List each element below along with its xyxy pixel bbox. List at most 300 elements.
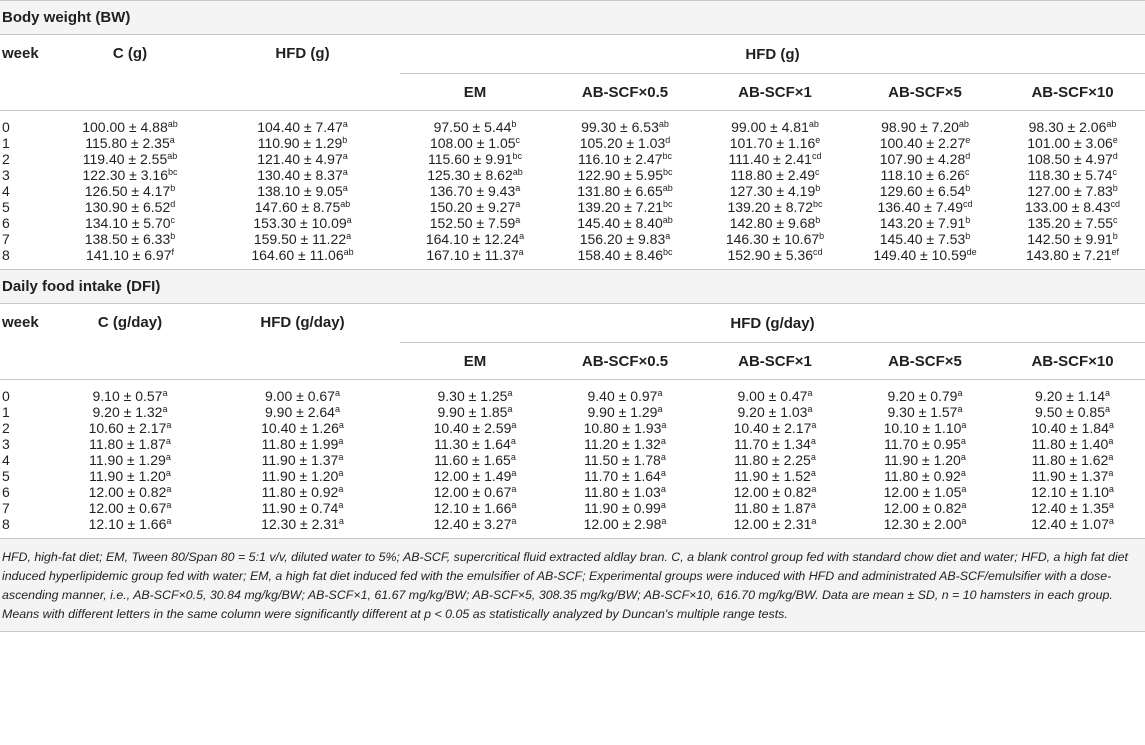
significance-letter: de (966, 247, 977, 257)
value-cell (55, 135, 205, 151)
significance-letter: a (960, 452, 966, 462)
value-cell (1000, 468, 1145, 484)
value-cell (205, 111, 400, 136)
bw-sub-em: EM (400, 74, 550, 111)
mean-sd: 11.80 ± 2.25 (734, 452, 811, 468)
mean-sd: 9.10 ± 0.57 (92, 388, 163, 404)
week-cell: 1 (2, 404, 10, 420)
mean-sd: 11.90 ± 1.20 (884, 452, 961, 468)
value-cell (205, 199, 400, 215)
value-cell (700, 484, 850, 500)
value-cell (205, 135, 400, 151)
mean-sd: 143.20 ± 7.91 (879, 215, 966, 231)
mean-sd: 9.90 ± 1.85 (437, 404, 508, 420)
mean-sd: 108.50 ± 4.97 (1027, 151, 1113, 167)
significance-letter: a (346, 215, 352, 225)
value-cell (55, 231, 205, 247)
mean-sd: 11.60 ± 1.65 (434, 452, 511, 468)
significance-letter: ab (662, 183, 673, 193)
table-row (0, 404, 1145, 420)
value-cell (205, 452, 400, 468)
value-cell (400, 135, 550, 151)
value-cell (55, 151, 205, 167)
value-cell (700, 167, 850, 183)
mean-sd: 159.50 ± 11.22 (253, 231, 347, 247)
significance-letter: a (657, 388, 663, 398)
mean-sd: 11.90 ± 0.99 (584, 500, 661, 516)
mean-sd: 138.50 ± 6.33 (84, 231, 171, 247)
value-cell (550, 420, 700, 436)
value-cell (205, 151, 400, 167)
value-cell (1000, 151, 1145, 167)
value-cell (850, 436, 1000, 452)
mean-sd: 118.10 ± 6.26 (880, 167, 965, 183)
value-cell (55, 247, 205, 269)
mean-sd: 11.90 ± 1.37 (1031, 468, 1109, 484)
mean-sd: 136.40 ± 7.49 (877, 199, 963, 215)
dfi-sub-scf-1: AB-SCF×1 (700, 343, 850, 380)
significance-letter: a (334, 388, 340, 398)
significance-letter: ab (658, 119, 669, 129)
dfi-sub-scf-5: AB-SCF×5 (850, 343, 1000, 380)
value-cell (205, 215, 400, 231)
mean-sd: 107.90 ± 4.28 (879, 151, 966, 167)
significance-letter: a (807, 404, 813, 414)
value-cell (205, 404, 400, 420)
significance-letter: c (1113, 215, 1118, 225)
significance-letter: c (965, 167, 970, 177)
significance-letter: a (338, 484, 344, 494)
mean-sd: 11.80 ± 0.92 (261, 484, 339, 500)
significance-letter: b (1112, 231, 1118, 241)
significance-letter: a (342, 183, 348, 193)
value-cell (550, 516, 700, 538)
dfi-col-group: HFD (g/day) (400, 304, 1145, 343)
bw-col-hfd: HFD (g) (205, 35, 400, 111)
value-cell (850, 404, 1000, 420)
table-row (0, 436, 1145, 452)
dfi-col-week: week (0, 304, 55, 380)
value-cell (400, 183, 550, 199)
dfi-section-title: Daily food intake (DFI) (0, 269, 1145, 303)
significance-letter: a (1108, 484, 1114, 494)
mean-sd: 11.90 ± 1.52 (734, 468, 811, 484)
significance-letter: d (1112, 151, 1118, 161)
mean-sd: 10.40 ± 1.26 (261, 420, 339, 436)
significance-letter: cd (811, 151, 822, 161)
table-row (0, 151, 1145, 167)
value-cell (550, 452, 700, 468)
bw-table-body (0, 111, 1145, 270)
mean-sd: 153.30 ± 10.09 (253, 215, 347, 231)
value-cell (550, 404, 700, 420)
significance-letter: a (807, 388, 813, 398)
significance-letter: a (507, 388, 513, 398)
value-cell (1000, 484, 1145, 500)
value-cell (550, 183, 700, 199)
mean-sd: 115.60 ± 9.91 (427, 151, 513, 167)
value-cell (1000, 380, 1145, 405)
value-cell (205, 183, 400, 199)
value-cell (205, 436, 400, 452)
week-cell: 6 (2, 215, 10, 231)
mean-sd: 9.00 ± 0.47 (737, 388, 808, 404)
value-cell (205, 420, 400, 436)
week-cell: 3 (2, 436, 10, 452)
value-cell (1000, 167, 1145, 183)
mean-sd: 142.50 ± 9.91 (1027, 231, 1113, 247)
mean-sd: 12.00 ± 0.67 (433, 484, 512, 500)
mean-sd: 11.30 ± 1.64 (434, 436, 511, 452)
table-row (0, 468, 1145, 484)
mean-sd: 12.00 ± 0.67 (88, 500, 167, 516)
mean-sd: 105.20 ± 1.03 (579, 135, 666, 151)
significance-letter: a (346, 231, 352, 241)
significance-letter: a (515, 183, 521, 193)
mean-sd: 9.20 ± 1.03 (737, 404, 808, 420)
value-cell (850, 183, 1000, 199)
value-cell (850, 135, 1000, 151)
mean-sd: 12.40 ± 1.07 (1031, 516, 1109, 532)
significance-letter: a (665, 231, 671, 241)
mean-sd: 11.90 ± 1.37 (261, 452, 339, 468)
value-cell (55, 111, 205, 136)
mean-sd: 9.30 ± 1.25 (437, 388, 508, 404)
value-cell (205, 468, 400, 484)
significance-letter: a (334, 404, 340, 414)
significance-letter: a (515, 215, 521, 225)
mean-sd: 10.60 ± 2.17 (88, 420, 167, 436)
mean-sd: 135.20 ± 7.55 (1027, 215, 1114, 231)
value-cell (400, 247, 550, 269)
mean-sd: 142.80 ± 9.68 (729, 215, 816, 231)
mean-sd: 110.90 ± 1.29 (257, 135, 343, 151)
value-cell (1000, 231, 1145, 247)
value-cell (550, 135, 700, 151)
mean-sd: 138.10 ± 9.05 (257, 183, 343, 199)
mean-sd: 129.60 ± 6.54 (879, 183, 966, 199)
mean-sd: 12.00 ± 2.31 (733, 516, 812, 532)
mean-sd: 143.80 ± 7.21 (1025, 247, 1112, 263)
significance-letter: cd (1110, 199, 1121, 209)
significance-letter: b (815, 215, 821, 225)
week-cell: 1 (2, 135, 10, 151)
mean-sd: 11.80 ± 1.62 (1031, 452, 1109, 468)
significance-letter: e (965, 135, 971, 145)
table-footnote: HFD, high-fat diet; EM, Tween 80/Span 80 = 5:1 v/v, diluted water to 5%; AB-SCF, supercritical fluid extracted aldlay bran. C, a blank control group fed with standard chow diet and water; HFD, a high fat diet induced hyperlipidemic group fed with water; EM, a high fat diet induced fed with the emulsifier of AB-SCF; Experimental groups were induced with HFD and administrated AB-SCF/emulsifier with a dose-ascending manner, i.e., AB-SCF×0.5, 30.84 mg/kg/BW; AB-SCF×1, 61.67 mg/kg/BW; AB-SCF×5, 308.35 mg/kg/BW; AB-SCF×10, 616.70 mg/kg/BW. Data are mean ± SD, n = 10 hamsters in each group. Means with different letters in the same column were significantly different at p < 0.05 as statistically analyzed by Duncan's multiple range tests. (0, 538, 1145, 632)
value-cell (550, 468, 700, 484)
week-cell: 8 (2, 516, 10, 532)
value-cell (700, 500, 850, 516)
significance-letter: c (1112, 167, 1117, 177)
significance-letter: a (519, 231, 525, 241)
mean-sd: 167.10 ± 11.37 (426, 247, 519, 263)
significance-letter: ab (662, 215, 673, 225)
table-row (0, 135, 1145, 151)
mean-sd: 119.40 ± 2.55 (82, 151, 168, 167)
value-cell (55, 420, 205, 436)
significance-letter: ab (340, 199, 351, 209)
value-cell (205, 231, 400, 247)
table-row (0, 215, 1145, 231)
value-cell (850, 111, 1000, 136)
significance-letter: a (1104, 404, 1110, 414)
mean-sd: 11.90 ± 1.20 (261, 468, 339, 484)
mean-sd: 100.00 ± 4.88 (82, 119, 168, 135)
mean-sd: 127.30 ± 4.19 (729, 183, 816, 199)
value-cell (700, 231, 850, 247)
mean-sd: 10.10 ± 1.10 (883, 420, 962, 436)
significance-letter: a (1108, 516, 1114, 526)
significance-letter: a (511, 468, 517, 478)
mean-sd: 11.90 ± 1.20 (89, 468, 166, 484)
value-cell (1000, 436, 1145, 452)
mean-sd: 11.50 ± 1.78 (584, 452, 661, 468)
value-cell (400, 151, 550, 167)
significance-letter: b (170, 183, 176, 193)
significance-letter: a (165, 436, 171, 446)
value-cell (205, 167, 400, 183)
value-cell (700, 452, 850, 468)
bw-col-group: HFD (g) (400, 35, 1145, 74)
significance-letter: a (960, 468, 966, 478)
mean-sd: 104.40 ± 7.47 (257, 119, 343, 135)
mean-sd: 115.80 ± 2.35 (85, 135, 170, 151)
value-cell (700, 404, 850, 420)
significance-letter: b (511, 119, 517, 129)
mean-sd: 10.40 ± 2.17 (733, 420, 812, 436)
mean-sd: 130.90 ± 6.52 (84, 199, 171, 215)
value-cell (850, 231, 1000, 247)
table-row (0, 484, 1145, 500)
value-cell (55, 380, 205, 405)
mean-sd: 145.40 ± 8.40 (577, 215, 663, 231)
mean-sd: 12.10 ± 1.66 (433, 500, 512, 516)
value-cell (1000, 199, 1145, 215)
significance-letter: a (338, 420, 344, 430)
mean-sd: 9.90 ± 2.64 (265, 404, 335, 420)
dfi-sub-em: EM (400, 343, 550, 380)
mean-sd: 11.70 ± 1.34 (734, 436, 811, 452)
mean-sd: 125.30 ± 8.62 (427, 167, 513, 183)
significance-letter: bc (512, 151, 522, 161)
mean-sd: 101.70 ± 1.16 (729, 135, 816, 151)
significance-letter: d (965, 151, 971, 161)
significance-letter: a (961, 500, 967, 510)
value-cell (1000, 500, 1145, 516)
significance-letter: a (166, 500, 172, 510)
mean-sd: 10.40 ± 1.84 (1031, 420, 1109, 436)
mean-sd: 11.70 ± 0.95 (884, 436, 961, 452)
significance-letter: a (166, 420, 172, 430)
significance-letter: a (515, 199, 521, 209)
value-cell (400, 420, 550, 436)
mean-sd: 136.70 ± 9.43 (429, 183, 516, 199)
significance-letter: a (338, 468, 344, 478)
value-cell (1000, 420, 1145, 436)
value-cell (55, 215, 205, 231)
dfi-col-hfd: HFD (g/day) (205, 304, 400, 380)
value-cell (700, 135, 850, 151)
value-cell (1000, 111, 1145, 136)
table-row (0, 247, 1145, 269)
value-cell (700, 436, 850, 452)
value-cell (205, 484, 400, 500)
week-cell: 4 (2, 183, 10, 199)
dfi-table (0, 303, 1145, 538)
mean-sd: 12.00 ± 0.82 (883, 500, 962, 516)
mean-sd: 12.40 ± 1.35 (1031, 500, 1109, 516)
mean-sd: 9.20 ± 1.32 (92, 404, 163, 420)
bw-col-week: week (0, 35, 55, 111)
significance-letter: a (957, 404, 963, 414)
mean-sd: 11.90 ± 1.29 (89, 452, 166, 468)
mean-sd: 131.80 ± 6.65 (577, 183, 663, 199)
value-cell (55, 199, 205, 215)
significance-letter: a (511, 516, 517, 526)
value-cell (55, 468, 205, 484)
week-cell: 4 (2, 452, 10, 468)
mean-sd: 130.40 ± 8.37 (257, 167, 343, 183)
value-cell (850, 484, 1000, 500)
mean-sd: 9.90 ± 1.29 (587, 404, 658, 420)
significance-letter: a (811, 484, 817, 494)
week-cell: 2 (2, 151, 10, 167)
value-cell (550, 231, 700, 247)
week-cell: 0 (2, 388, 10, 404)
mean-sd: 12.00 ± 2.98 (583, 516, 662, 532)
value-cell (850, 199, 1000, 215)
value-cell (550, 215, 700, 231)
significance-letter: ab (808, 119, 819, 129)
significance-letter: c (815, 167, 820, 177)
value-cell (850, 468, 1000, 484)
significance-letter: a (660, 468, 666, 478)
mean-sd: 11.80 ± 1.87 (734, 500, 811, 516)
significance-letter: a (342, 119, 348, 129)
significance-letter: a (811, 516, 817, 526)
value-cell (550, 167, 700, 183)
significance-letter: bc (663, 199, 673, 209)
value-cell (850, 380, 1000, 405)
value-cell (700, 420, 850, 436)
table-row (0, 167, 1145, 183)
mean-sd: 11.20 ± 1.32 (584, 436, 661, 452)
significance-letter: b (819, 231, 825, 241)
mean-sd: 134.10 ± 5.70 (84, 215, 171, 231)
significance-letter: a (510, 436, 516, 446)
value-cell (205, 380, 400, 405)
significance-letter: a (660, 436, 666, 446)
significance-letter: b (1112, 183, 1118, 193)
mean-sd: 139.20 ± 8.72 (727, 199, 813, 215)
value-cell (400, 452, 550, 468)
significance-letter: a (660, 484, 666, 494)
value-cell (400, 199, 550, 215)
mean-sd: 11.80 ± 0.92 (884, 468, 961, 484)
value-cell (550, 247, 700, 269)
table-row (0, 500, 1145, 516)
value-cell (1000, 215, 1145, 231)
week-cell: 5 (2, 199, 10, 215)
mean-sd: 12.30 ± 2.31 (261, 516, 339, 532)
mean-sd: 12.10 ± 1.66 (88, 516, 167, 532)
value-cell (700, 380, 850, 405)
mean-sd: 11.90 ± 0.74 (261, 500, 339, 516)
value-cell (400, 380, 550, 405)
table-row (0, 231, 1145, 247)
value-cell (400, 500, 550, 516)
mean-sd: 99.30 ± 6.53 (581, 119, 659, 135)
significance-letter: a (961, 516, 967, 526)
significance-letter: ab (958, 119, 969, 129)
value-cell (550, 111, 700, 136)
mean-sd: 11.80 ± 1.87 (89, 436, 166, 452)
dfi-sub-scf-0-5: AB-SCF×0.5 (550, 343, 700, 380)
value-cell (700, 111, 850, 136)
mean-sd: 11.80 ± 1.99 (261, 436, 339, 452)
value-cell (400, 215, 550, 231)
significance-letter: a (169, 135, 175, 145)
significance-letter: a (660, 452, 666, 462)
significance-letter: a (511, 484, 517, 494)
significance-letter: a (957, 388, 963, 398)
bw-sub-scf-0-5: AB-SCF×0.5 (550, 74, 700, 111)
significance-letter: a (811, 420, 817, 430)
value-cell (700, 516, 850, 538)
mean-sd: 141.10 ± 6.97 (85, 247, 172, 263)
week-cell: 7 (2, 500, 10, 516)
table-row (0, 420, 1145, 436)
mean-sd: 147.60 ± 8.75 (254, 199, 341, 215)
significance-letter: bc (663, 247, 673, 257)
value-cell (700, 151, 850, 167)
significance-letter: bc (663, 167, 673, 177)
value-cell (1000, 183, 1145, 199)
value-cell (400, 436, 550, 452)
significance-letter: e (815, 135, 821, 145)
value-cell (205, 500, 400, 516)
mean-sd: 97.50 ± 5.44 (433, 119, 512, 135)
mean-sd: 152.50 ± 7.59 (429, 215, 516, 231)
value-cell (55, 484, 205, 500)
dfi-col-c: C (g/day) (55, 304, 205, 380)
mean-sd: 11.80 ± 1.40 (1031, 436, 1109, 452)
value-cell (205, 516, 400, 538)
week-cell: 7 (2, 231, 10, 247)
value-cell (850, 167, 1000, 183)
value-cell (850, 151, 1000, 167)
significance-letter: a (661, 516, 667, 526)
significance-letter: a (166, 516, 172, 526)
mean-sd: 121.40 ± 4.97 (257, 151, 343, 167)
value-cell (55, 183, 205, 199)
bw-sub-scf-5: AB-SCF×5 (850, 74, 1000, 111)
value-cell (550, 199, 700, 215)
mean-sd: 12.00 ± 1.05 (883, 484, 962, 500)
week-cell: 5 (2, 468, 10, 484)
significance-letter: a (657, 404, 663, 414)
mean-sd: 164.10 ± 12.24 (425, 231, 520, 247)
week-cell: 0 (2, 119, 10, 135)
mean-sd: 145.40 ± 7.53 (879, 231, 966, 247)
significance-letter: b (170, 231, 176, 241)
significance-letter: a (166, 484, 172, 494)
significance-letter: a (1108, 436, 1114, 446)
value-cell (700, 247, 850, 269)
significance-letter: a (338, 436, 344, 446)
value-cell (55, 452, 205, 468)
